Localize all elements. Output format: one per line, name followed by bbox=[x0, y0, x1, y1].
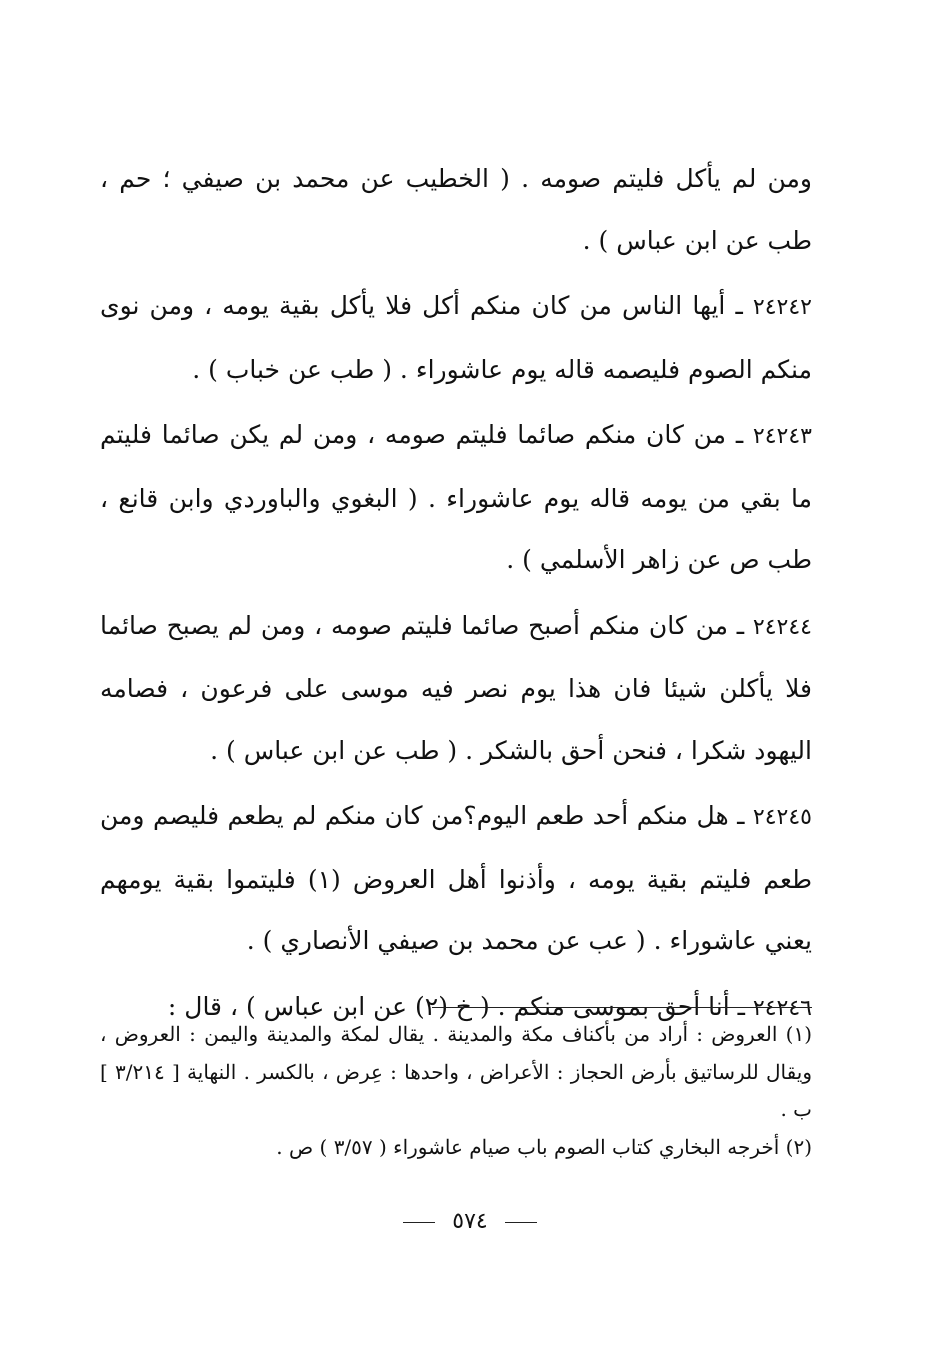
footnote-2: (٢) أخرجه البخاري كتاب الصوم باب صيام عاشوراء ( ٣/٥٧ ) ص . bbox=[276, 1134, 812, 1159]
hadith-number: ٢٤٢٤٣ bbox=[752, 424, 812, 449]
page-number bbox=[0, 1206, 940, 1238]
footnotes bbox=[100, 1016, 812, 1166]
footnote-divider bbox=[432, 1007, 812, 1008]
hadith-number: ٢٤٢٤٤ bbox=[752, 614, 812, 640]
page-number-dash-right bbox=[505, 1222, 537, 1223]
hadith-number: ٢٤٢٤٦ bbox=[752, 995, 812, 1021]
hadith-number: ٢٤٢٤٥ bbox=[752, 805, 812, 830]
hadith-text: ـ من كان منكم أصبح صائما فليتم صومه ، ومن لم يصبح صائما فلا يأكلن شيئا فان هذا يوم نصر فيه موسى على فرعون ، فصامه اليهود شكرا ، فنحن أحق بالشكر . ( طب عن ابن عباس ) . bbox=[100, 610, 812, 765]
hadith-24242 bbox=[100, 275, 812, 400]
hadith-text: ـ أيها الناس من كان منكم أكل فلا يأكل بقية يومه ، ومن نوى منكم الصوم فليصمه قاله يوم عاشوراء . ( طب عن خباب ) . bbox=[100, 291, 812, 384]
hadith-24245 bbox=[100, 785, 812, 972]
hadith-text: ـ هل منكم أحد طعم اليوم؟من كان منكم لم يطعم فليصم ومن طعم فليتم بقية يومه ، وأذنوا أهل العروض (١) فليتموا بقية يومهم يعني عاشوراء . ( عب عن محمد بن صيفي الأنصاري ) . bbox=[100, 801, 812, 955]
paragraph-continued bbox=[100, 148, 812, 271]
page-number-dash-left bbox=[403, 1222, 435, 1223]
main-text bbox=[100, 148, 812, 1039]
hadith-number: ٢٤٢٤٢ bbox=[752, 295, 812, 320]
page-number-value: ٥٧٤ bbox=[452, 1209, 488, 1234]
hadith-text: ـ من كان منكم صائما فليتم صومه ، ومن لم يكن صائما فليتم ما بقي من يومه قاله يوم عاشوراء . ( البغوي والباوردي وابن قانع ، طب ص عن زاهر الأسلمي ) . bbox=[100, 420, 813, 574]
hadith-24244 bbox=[100, 595, 812, 782]
hadith-text: ـ أنا أحق بموسى منكم . ( خ (٢) عن ابن عباس ) ، قال : bbox=[167, 991, 745, 1021]
footnote-1: (١) العروض : أراد من بأكناف مكة والمدينة . يقال لمكة والمدينة واليمن : العروض ، ويقال للرساتيق بأرض الحجاز : الأعراض ، واحدها : عِرض ، بالكسر . النهاية [ ٣/٢١٤ ] ب . bbox=[100, 1022, 812, 1121]
paragraph-text: ومن لم يأكل فليتم صومه . ( الخطيب عن محمد بن صيفي ؛ حم ، طب عن ابن عباس ) . bbox=[100, 164, 812, 255]
hadith-24243 bbox=[100, 404, 812, 591]
